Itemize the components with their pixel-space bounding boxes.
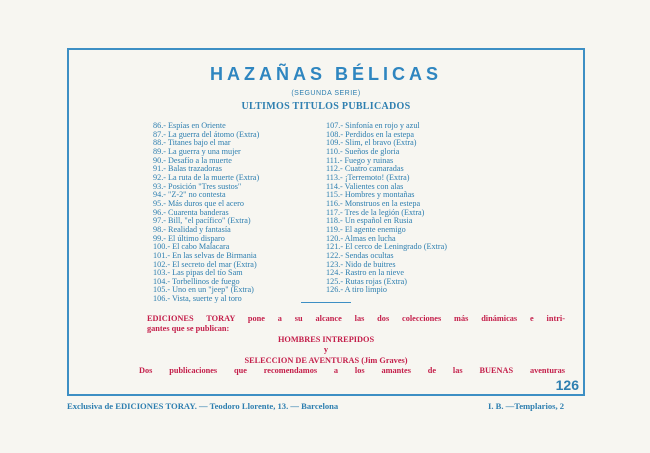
title-name: Uno en un "jeep" (Extra) <box>172 285 254 295</box>
title-number: 125.- <box>326 276 344 286</box>
list-heading: ULTIMOS TITULOS PUBLICADOS <box>241 101 411 112</box>
title-name: Valientes con alas <box>344 181 404 191</box>
title-name: La guerra del átomo (Extra) <box>168 129 260 139</box>
title-number: 89.- <box>153 146 166 156</box>
title-name: Desafío a la muerte <box>168 155 232 165</box>
title-name: El cabo Malacara <box>172 242 230 252</box>
title-name: El último disparo <box>168 233 225 243</box>
promo-line-2: gantes que se publican: <box>147 324 230 334</box>
title-number: 99.- <box>153 233 166 243</box>
title-number: 122.- <box>326 250 344 260</box>
printer-footer: I. B. —Templarios, 2 <box>488 401 565 411</box>
title-name: Almas en lucha <box>344 233 396 243</box>
title-name: Más duros que el acero <box>168 198 244 208</box>
title-number: 110.- <box>326 146 343 156</box>
title-number: 107.- <box>326 121 344 130</box>
title-name: Posición "Tres sustos" <box>168 181 242 191</box>
title-number: 86.- <box>153 121 166 130</box>
title-number: 103.- <box>153 268 171 278</box>
title-number: 116.- <box>326 198 343 208</box>
title-name: Cuatro camaradas <box>344 164 404 174</box>
title-name: Titanes bajo el mar <box>167 138 231 148</box>
promo-collection-1: HOMBRES INTREPIDOS <box>277 334 375 344</box>
title-number: 105.- <box>153 285 171 295</box>
title-name: Hombres y montañas <box>344 190 415 200</box>
title-name: Sinfonía en rojo y azul <box>345 121 420 130</box>
title-name: Torbellinos de fuego <box>171 276 240 286</box>
divider-line <box>301 302 351 303</box>
title-number: 118.- <box>326 216 343 226</box>
title-name: Slim, el bravo (Extra) <box>345 138 417 148</box>
title-name: "Z-2" no contesta <box>168 190 226 200</box>
title-number: 114.- <box>326 181 343 191</box>
title-name: Perdidos en la estepa <box>345 129 414 139</box>
title-number: 87.- <box>153 129 166 139</box>
title-name: Nido de buitres <box>345 259 396 269</box>
title-entry <box>153 295 259 304</box>
promo-collection-2: SELECCION DE AVENTURAS (Jim Graves) <box>244 355 408 365</box>
title-name: En las selvas de Birmania <box>172 250 257 260</box>
title-number: 115.- <box>326 190 343 200</box>
title-name: Vista, suerte y al toro <box>171 294 242 304</box>
titles-list-left <box>153 122 259 304</box>
promo-closing: Dos publicaciones que recomendamos a los amantes de las BUENAS aventuras <box>139 366 565 376</box>
title-name: A tiro limpio <box>344 285 387 295</box>
title-name: Bill, "el pacífico" (Extra) <box>168 216 251 226</box>
title-name: Realidad y fantasía <box>168 224 231 234</box>
title-number: 102.- <box>153 259 171 269</box>
title-name: Rastro en la nieve <box>345 268 404 278</box>
title-number: 88.- <box>153 138 166 148</box>
title-name: Cuarenta banderas <box>168 207 229 217</box>
title-number: 108.- <box>326 129 344 139</box>
title-name: Balas trazadoras <box>168 164 222 174</box>
title-name: La guerra y una mujer <box>168 146 241 156</box>
title-name: Sueños de gloria <box>344 146 400 156</box>
title-entry <box>326 286 447 295</box>
title-number: 90.- <box>153 155 166 165</box>
title-number: 119.- <box>326 224 343 234</box>
title-number: 97.- <box>153 216 166 226</box>
title-name: Un español en Rusia <box>344 216 413 226</box>
title-name: Fuego y ruinas <box>344 155 394 165</box>
promo-block <box>69 314 583 376</box>
title-number: 113.- <box>326 172 343 182</box>
title-number: 93.- <box>153 181 166 191</box>
title-name: El cerco de Leningrado (Extra) <box>345 242 447 252</box>
title-number: 123.- <box>326 259 344 269</box>
titles-list-right <box>326 122 447 295</box>
promo-line-1: EDICIONES TORAY pone a su alcance las dos colecciones más dinámicas e intri- <box>147 314 565 323</box>
title-name: El agente enemigo <box>344 224 406 234</box>
title-name: Rutas rojas (Extra) <box>345 276 407 286</box>
promo-conjunction: y <box>323 345 329 355</box>
title-number: 100.- <box>153 242 171 252</box>
series-subtitle: (SEGUNDA SERIE) <box>291 90 361 97</box>
title-number: 112.- <box>326 164 343 174</box>
title-number: 96.- <box>153 207 166 217</box>
title-name: Sendas ocultas <box>345 250 394 260</box>
title-number: 106.- <box>153 294 171 304</box>
title-number: 126.- <box>326 285 344 295</box>
title-name: Monstruos en la estepa <box>344 198 421 208</box>
title-name: Tres de la legión (Extra) <box>344 207 425 217</box>
title-number: 94.- <box>153 190 166 200</box>
title-name: Espías en Oriente <box>168 121 226 130</box>
title-number: 92.- <box>153 172 166 182</box>
publisher-footer: Exclusiva de EDICIONES TORAY. — Teodoro Llorente, 13. — Barcelona <box>67 401 339 411</box>
title-number: 95.- <box>153 198 166 208</box>
series-title: HAZAÑAS BÉLICAS <box>209 64 442 84</box>
title-number: 101.- <box>153 250 171 260</box>
title-number: 98.- <box>153 224 166 234</box>
title-number: 121.- <box>326 242 344 252</box>
title-number: 117.- <box>326 207 343 217</box>
title-number: 111.- <box>326 155 343 165</box>
back-cover-frame <box>67 48 585 396</box>
title-number: 120.- <box>326 233 344 243</box>
title-name: El secreto del mar (Extra) <box>172 259 257 269</box>
page-number: 126 <box>555 377 579 393</box>
title-number: 109.- <box>326 138 344 148</box>
title-number: 124.- <box>326 268 344 278</box>
title-name: ¡Terremoto! (Extra) <box>344 172 410 182</box>
title-number: 91.- <box>153 164 166 174</box>
title-number: 104.- <box>153 276 171 286</box>
title-name: Las pipas del tío Sam <box>172 268 243 278</box>
title-name: La ruta de la muerte (Extra) <box>168 172 260 182</box>
